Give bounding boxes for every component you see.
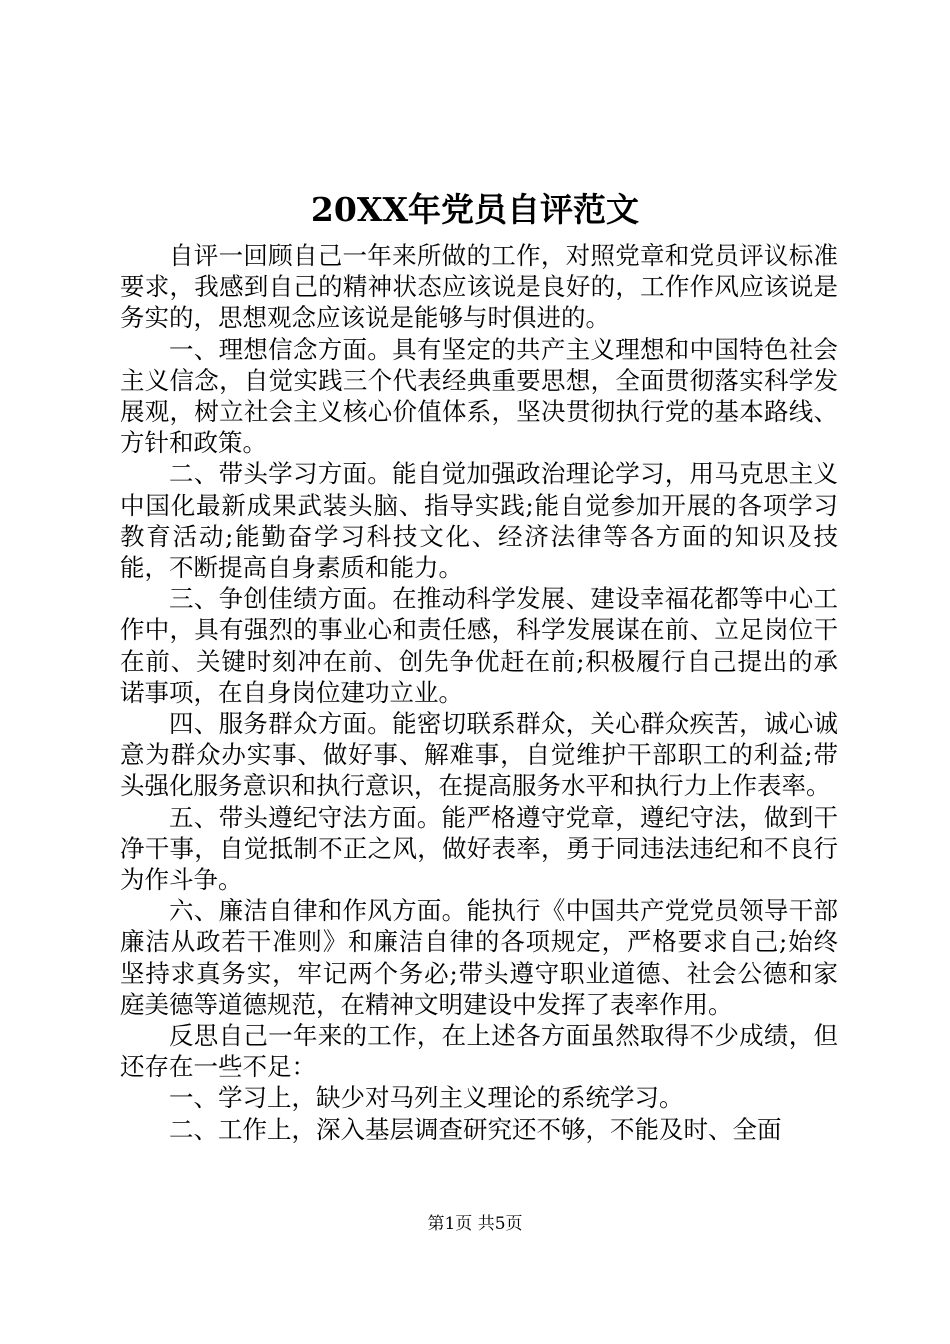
document-body bbox=[120, 240, 838, 1145]
page-number-footer: 第1页 共5页 bbox=[427, 1214, 523, 1234]
paragraph-shortcoming-work: 二、工作上，深入基层调查研究还不够，不能及时、全面 bbox=[169, 1114, 782, 1144]
paragraph-shortcoming-study: 一、学习上，缺少对马列主义理论的系统学习。 bbox=[169, 1083, 684, 1113]
paragraph-reflection: 反思自己一年来的工作，在上述各方面虽然取得不少成绩，但还存在一些不足： bbox=[120, 1021, 838, 1082]
document-title: 20XX年党员自评范文 bbox=[310, 190, 640, 229]
paragraph-integrity: 六、廉洁自律和作风方面。能执行《中国共产党党员领导干部廉洁从政若干准则》和廉洁自律的各项规定，严格要求自己;始终坚持求真务实，牢记两个务必;带头遵守职业道德、社会公德和家庭美德等道德规范，在精神文明建设中发挥了表率作用。 bbox=[120, 896, 838, 1019]
paragraph-intro: 自评一回顾自己一年来所做的工作，对照党章和党员评议标准要求，我感到自己的精神状态应该说是良好的，工作作风应该说是务实的，思想观念应该说是能够与时俱进的。 bbox=[120, 241, 838, 333]
paragraph-achievements: 三、争创佳绩方面。在推动科学发展、建设幸福花都等中心工作中，具有强烈的事业心和责任感，科学发展谋在前、立足岗位干在前、关键时刻冲在前、创先争优赶在前;积极履行自己提出的承诺事项，在自身岗位建功立业。 bbox=[120, 584, 838, 707]
paragraph-ideals: 一、理想信念方面。具有坚定的共产主义理想和中国特色社会主义信念，自觉实践三个代表经典重要思想，全面贯彻落实科学发展观，树立社会主义核心价值体系，坚决贯彻执行党的基本路线、方针和政策。 bbox=[120, 334, 838, 458]
paragraph-discipline: 五、带头遵纪守法方面。能严格遵守党章，遵纪守法，做到干净干事，自觉抵制不正之风，做好表率，勇于同违法违纪和不良行为作斗争。 bbox=[120, 802, 838, 895]
paragraph-service: 四、服务群众方面。能密切联系群众，关心群众疾苦，诚心诚意为群众办实事、做好事、解难事，自觉维护干部职工的利益;带头强化服务意识和执行意识，在提高服务水平和执行力上作表率。 bbox=[120, 709, 838, 801]
paragraph-study: 二、带头学习方面。能自觉加强政治理论学习，用马克思主义中国化最新成果武装头脑、指导实践;能自觉参加开展的各项学习教育活动;能勤奋学习科技文化、经济法律等各方面的知识及技能，不断提高自身素质和能力。 bbox=[120, 459, 838, 583]
